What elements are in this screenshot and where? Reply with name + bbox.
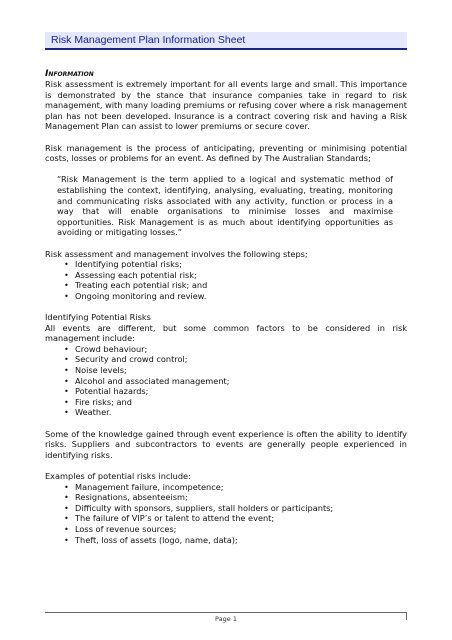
list-item: • Loss of revenue sources;: [75, 524, 407, 535]
subheading-identifying: Identifying Potential Risks: [45, 312, 151, 323]
list-item: • Resignations, absenteeism;: [75, 492, 407, 503]
standards-quote: “Risk Management is the term applied to a logical and systematic method of establishing the context, identifying, analysing, evaluating, treating, monitoring and communicating risks associated with any activity, function or process in a way that will enable organisations to minimise losses and maximise opportunities. Risk Management is as much about identifying opportunities as avoiding or mitigating losses.”: [57, 174, 393, 238]
page-number: Page 1: [215, 615, 237, 623]
examples-list: [45, 482, 407, 546]
list-item: • Treating each potential risk; and: [75, 280, 407, 291]
list-item: • Fire risks; and: [75, 397, 407, 408]
list-item: • Alcohol and associated management;: [75, 376, 407, 387]
document-body: [45, 68, 407, 556]
experience-paragraph: Some of the knowledge gained through event experience is often the ability to identify risks. Suppliers and subcontractors to events are generally people experienced in identifying risks.: [45, 428, 407, 460]
list-item: • Security and crowd control;: [75, 354, 407, 365]
list-item: • Assessing each potential risk;: [75, 270, 407, 281]
definition-paragraph: Risk management is the process of anticipating, preventing or minimising potential costs, losses or problems for an event. As defined by The Australian Standards;: [45, 142, 407, 164]
list-item: • Identifying potential risks;: [75, 259, 407, 270]
factors-list: [45, 344, 407, 418]
examples-intro: Examples of potential risks include:: [45, 470, 191, 481]
list-item: • Ongoing monitoring and review.: [75, 291, 407, 302]
page-title: Risk Management Plan Information Sheet: [45, 32, 407, 50]
list-item: • Theft, loss of assets (logo, name, data);: [75, 535, 407, 546]
list-item: • Management failure, incompetence;: [75, 482, 407, 493]
list-item: • The failure of VIP’s or talent to attend the event;: [75, 513, 407, 524]
intro-paragraph: Risk assessment is extremely important for all events large and small. This importance is demonstrated by the stance that insurance companies take in regard to risk management, with many loading premiums or refusing cover where a risk management plan has not been developed. Insurance is a contract covering risk and having a Risk Management Plan can assist to lower premiums or secure cover.: [45, 79, 407, 132]
list-item: • Noise levels;: [75, 365, 407, 376]
steps-list: [45, 259, 407, 301]
list-item: • Crowd behaviour;: [75, 344, 407, 355]
section-heading: Information: [45, 68, 94, 79]
steps-intro: Risk assessment and management involves the following steps;: [45, 248, 308, 259]
footer-divider: [45, 612, 407, 613]
list-item: • Difficulty with sponsors, suppliers, stall holders or participants;: [75, 503, 407, 514]
list-item: • Weather.: [75, 407, 407, 418]
identifying-intro: All events are different, but some common factors to be considered in risk management include:: [45, 322, 407, 344]
list-item: • Potential hazards;: [75, 386, 407, 397]
